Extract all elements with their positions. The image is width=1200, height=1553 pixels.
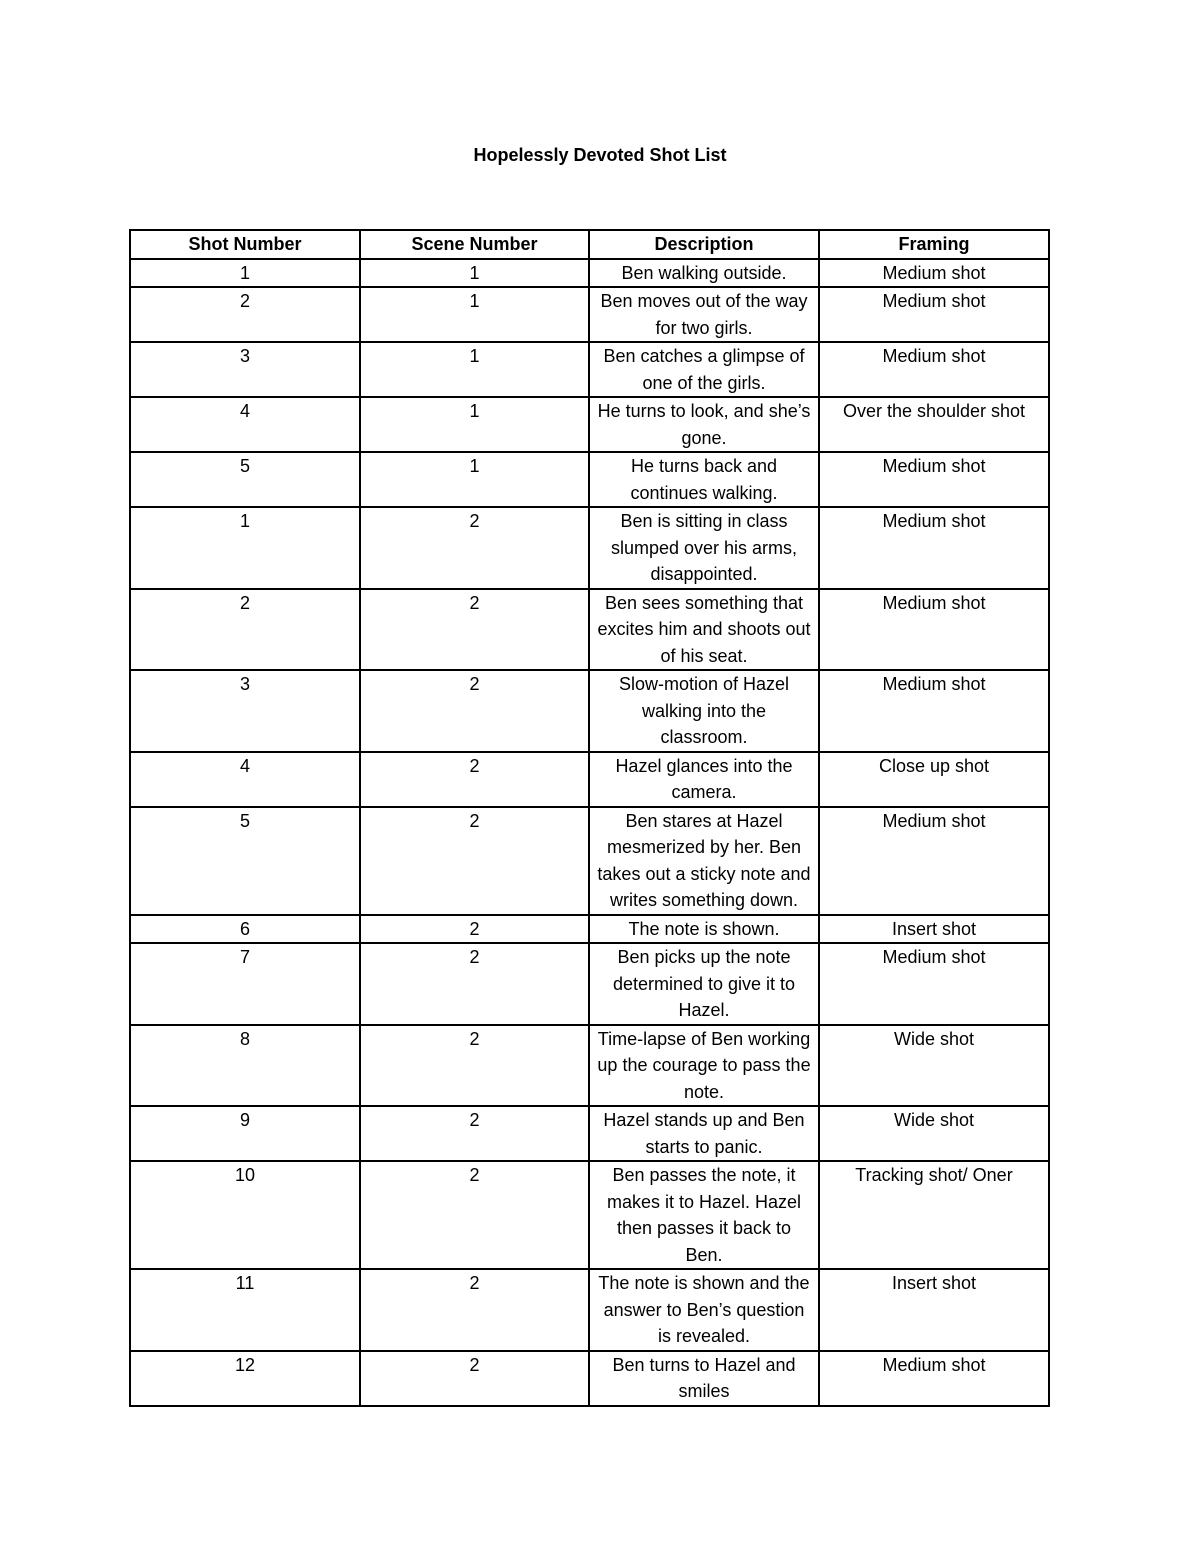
scene-number-cell: 1	[360, 452, 589, 507]
shot-number-cell: 8	[130, 1025, 360, 1107]
shot-number-cell: 7	[130, 943, 360, 1025]
description-cell: The note is shown and the answer to Ben’s question is revealed.	[589, 1269, 819, 1351]
scene-number-cell: 2	[360, 507, 589, 589]
page-title: Hopelessly Devoted Shot List	[473, 145, 727, 165]
header-shot-number: Shot Number	[130, 230, 360, 259]
description-cell: Ben passes the note, it makes it to Hazel. Hazel then passes it back to Ben.	[589, 1161, 819, 1269]
framing-cell: Wide shot	[819, 1106, 1049, 1161]
scene-number-cell: 2	[360, 1025, 589, 1107]
shot-number-cell: 1	[130, 259, 360, 288]
shot-number-cell: 5	[130, 807, 360, 915]
scene-number-cell: 1	[360, 287, 589, 342]
table-row	[130, 452, 1049, 507]
scene-number-cell: 1	[360, 397, 589, 452]
framing-cell: Medium shot	[819, 342, 1049, 397]
shot-number-cell: 12	[130, 1351, 360, 1406]
table-row	[130, 670, 1049, 752]
description-cell: Hazel stands up and Ben starts to panic.	[589, 1106, 819, 1161]
framing-cell: Medium shot	[819, 670, 1049, 752]
table-row	[130, 1351, 1049, 1406]
description-cell: Ben turns to Hazel and smiles	[589, 1351, 819, 1406]
description-cell: Ben stares at Hazel mesmerized by her. Ben takes out a sticky note and writes something down.	[589, 807, 819, 915]
framing-cell: Tracking shot/ Oner	[819, 1161, 1049, 1269]
description-cell: Slow-motion of Hazel walking into the classroom.	[589, 670, 819, 752]
scene-number-cell: 2	[360, 943, 589, 1025]
framing-cell: Medium shot	[819, 589, 1049, 671]
scene-number-cell: 2	[360, 807, 589, 915]
shot-number-cell: 10	[130, 1161, 360, 1269]
table-row	[130, 1269, 1049, 1351]
description-cell: Ben moves out of the way for two girls.	[589, 287, 819, 342]
table-header-row	[130, 230, 1049, 259]
description-cell: He turns to look, and she’s gone.	[589, 397, 819, 452]
table-row	[130, 287, 1049, 342]
table-row	[130, 589, 1049, 671]
shot-list-table	[129, 229, 1050, 1407]
shot-number-cell: 5	[130, 452, 360, 507]
table-row	[130, 915, 1049, 944]
framing-cell: Medium shot	[819, 452, 1049, 507]
shot-number-cell: 9	[130, 1106, 360, 1161]
framing-cell: Medium shot	[819, 943, 1049, 1025]
description-cell: Ben picks up the note determined to give it to Hazel.	[589, 943, 819, 1025]
description-cell: Ben sees something that excites him and shoots out of his seat.	[589, 589, 819, 671]
scene-number-cell: 1	[360, 342, 589, 397]
shot-number-cell: 2	[130, 287, 360, 342]
shot-number-cell: 1	[130, 507, 360, 589]
table-row	[130, 807, 1049, 915]
framing-cell: Insert shot	[819, 915, 1049, 944]
scene-number-cell: 2	[360, 915, 589, 944]
shot-number-cell: 3	[130, 670, 360, 752]
framing-cell: Medium shot	[819, 1351, 1049, 1406]
scene-number-cell: 2	[360, 1106, 589, 1161]
header-description: Description	[589, 230, 819, 259]
scene-number-cell: 2	[360, 752, 589, 807]
framing-cell: Medium shot	[819, 259, 1049, 288]
shot-number-cell: 4	[130, 752, 360, 807]
table-row	[130, 1161, 1049, 1269]
description-cell: Ben catches a glimpse of one of the girls.	[589, 342, 819, 397]
header-framing: Framing	[819, 230, 1049, 259]
scene-number-cell: 2	[360, 1351, 589, 1406]
table-row	[130, 259, 1049, 288]
description-cell: Ben is sitting in class slumped over his arms, disappointed.	[589, 507, 819, 589]
framing-cell: Medium shot	[819, 807, 1049, 915]
scene-number-cell: 2	[360, 589, 589, 671]
table-row	[130, 1106, 1049, 1161]
framing-cell: Wide shot	[819, 1025, 1049, 1107]
shot-number-cell: 6	[130, 915, 360, 944]
shot-number-cell: 2	[130, 589, 360, 671]
scene-number-cell: 2	[360, 1269, 589, 1351]
header-scene-number: Scene Number	[360, 230, 589, 259]
table-row	[130, 1025, 1049, 1107]
table-row	[130, 507, 1049, 589]
table-row	[130, 397, 1049, 452]
description-cell: Hazel glances into the camera.	[589, 752, 819, 807]
description-cell: Ben walking outside.	[589, 259, 819, 288]
shot-number-cell: 4	[130, 397, 360, 452]
shot-number-cell: 11	[130, 1269, 360, 1351]
description-cell: Time-lapse of Ben working up the courage to pass the note.	[589, 1025, 819, 1107]
scene-number-cell: 2	[360, 1161, 589, 1269]
table-row	[130, 752, 1049, 807]
framing-cell: Medium shot	[819, 287, 1049, 342]
framing-cell: Medium shot	[819, 507, 1049, 589]
description-cell: The note is shown.	[589, 915, 819, 944]
table-body	[130, 259, 1049, 1406]
shot-number-cell: 3	[130, 342, 360, 397]
framing-cell: Close up shot	[819, 752, 1049, 807]
description-cell: He turns back and continues walking.	[589, 452, 819, 507]
framing-cell: Over the shoulder shot	[819, 397, 1049, 452]
table-row	[130, 342, 1049, 397]
framing-cell: Insert shot	[819, 1269, 1049, 1351]
scene-number-cell: 1	[360, 259, 589, 288]
table-row	[130, 943, 1049, 1025]
scene-number-cell: 2	[360, 670, 589, 752]
